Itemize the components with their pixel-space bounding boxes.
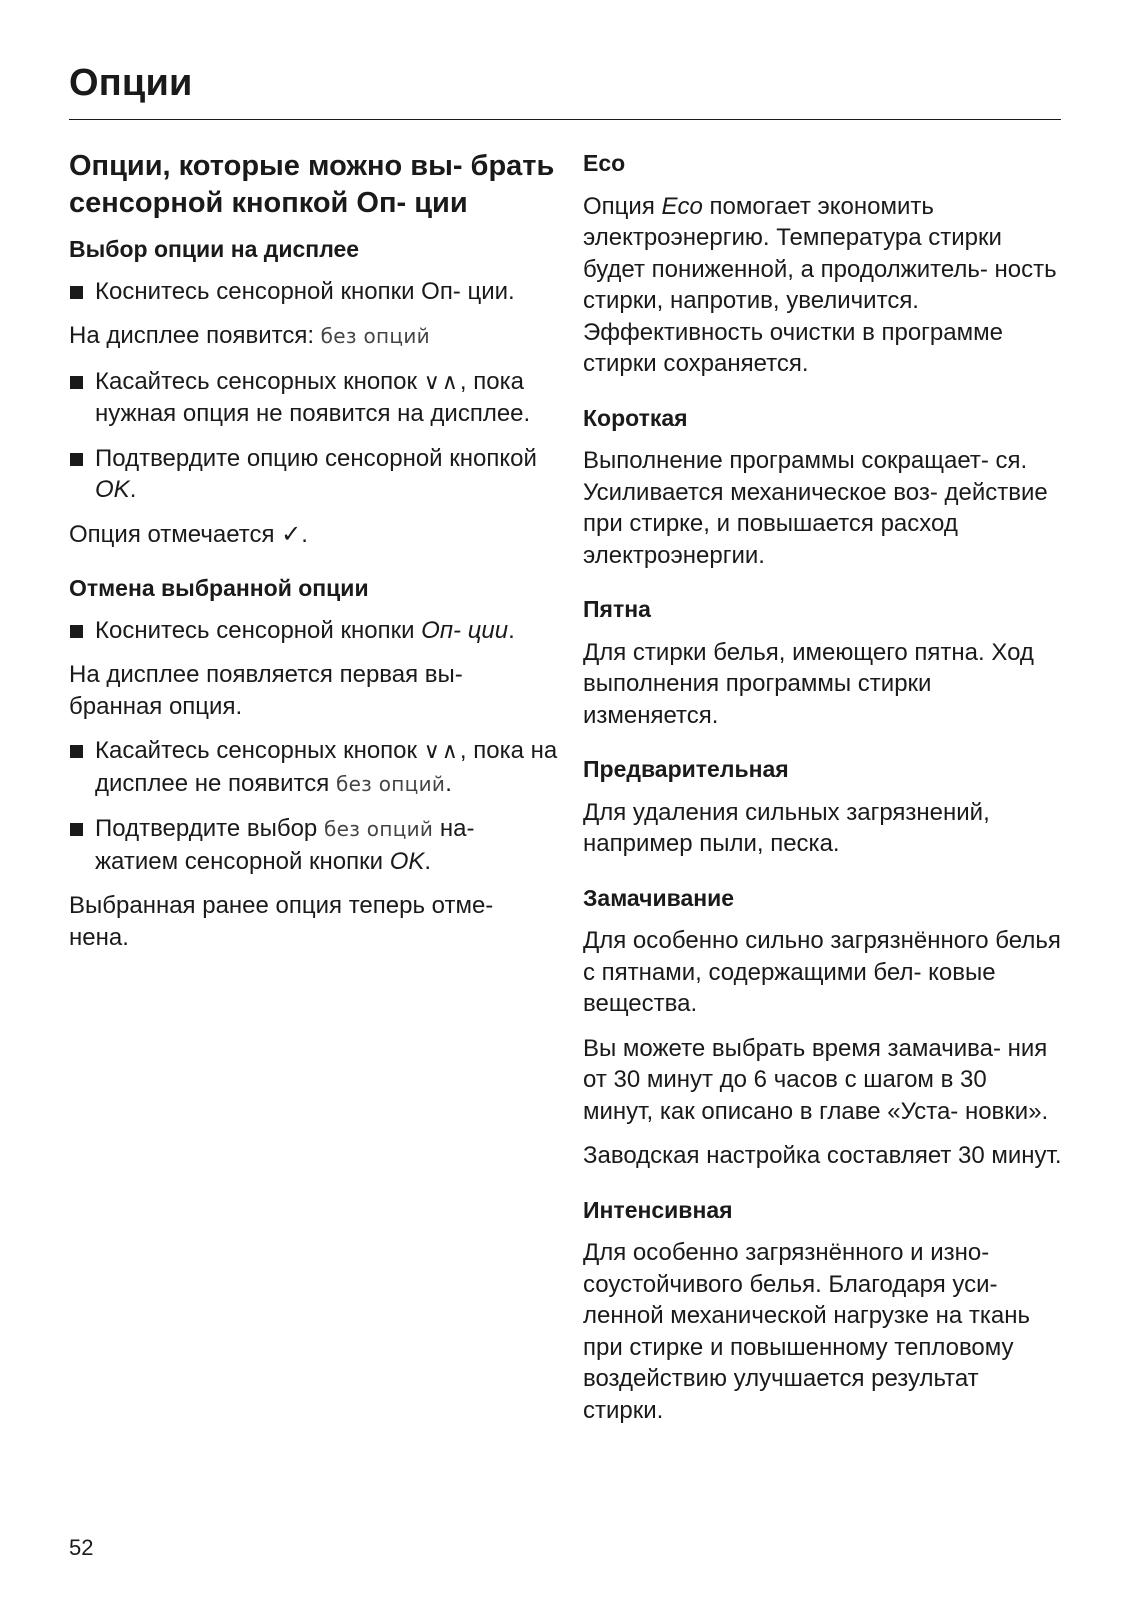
short-text: Выполнение программы сокращает- ся. Усиливается механическое воз- действие при стирке, и повышается расход электроэнергии. <box>583 447 1048 569</box>
select-option-heading: Выбор опции на дисплее <box>69 236 360 262</box>
bullet-square-icon <box>70 376 83 389</box>
cancel-step-1: Коснитесь сенсорной кнопки Оп- ции. <box>69 615 559 647</box>
ok-button-label: OK <box>95 476 130 503</box>
display-text: без опций <box>323 817 434 841</box>
down-up-arrows-icon: ∨∧ <box>423 369 460 395</box>
eco-text: Опция Eco помогает экономить электроэнергию. Температура стирки будет пониженной, а продолжитель- ность стирки, напротив, увеличится. Эффективность очистки в программе стирки сохраняется. <box>583 192 1057 377</box>
select-marked-note: Опция отмечается ✓. <box>69 519 308 548</box>
bullet-square-icon <box>70 823 83 836</box>
prewash-text: Для удаления сильных загрязнений, например пыли, песка. <box>583 798 990 857</box>
intensive-text: Для особенно загрязнённого и изно- соустойчивого белья. Благодаря уси- ленной механической нагрузке на ткань при стирке и повышенному тепловому воздействию улучшается результат стирки. <box>583 1239 1030 1424</box>
intensive-heading: Интенсивная <box>583 1196 733 1223</box>
stains-text: Для стирки белья, имеющего пятна. Ход выполнения программы стирки изменяется. <box>583 638 1034 729</box>
short-heading: Короткая <box>583 404 688 431</box>
prewash-heading: Предварительная <box>583 756 789 782</box>
options-button-label: Оп- ции <box>421 616 509 644</box>
display-text: без опций <box>335 771 446 796</box>
right-column <box>583 148 1063 1439</box>
soak-heading: Замачивание <box>583 884 735 911</box>
page-number: 52 <box>69 1535 94 1560</box>
ok-button-label: OK <box>389 847 425 875</box>
bullet-square-icon <box>70 286 83 299</box>
bullet-square-icon <box>70 453 83 466</box>
select-step-2: Касайтесь сенсорных кнопок ∨∧, пока нужная опция не появится на дисплее. <box>69 366 559 430</box>
bullet-square-icon <box>70 745 83 758</box>
soak-text-1: Для особенно сильно загрязнённого белья с пятнами, содержащими бел- ковые вещества. <box>583 927 1061 1017</box>
cancel-step-2: Касайтесь сенсорных кнопок ∨∧, пока на дисплее не появится без опций. <box>69 735 559 800</box>
bullet-square-icon <box>70 625 83 638</box>
eco-heading: Eco <box>583 150 626 176</box>
down-up-arrows-icon: ∨∧ <box>423 739 460 764</box>
cancel-result-1: На дисплее появляется первая вы- бранная опция. <box>69 661 463 720</box>
select-step-1: Коснитесь сенсорной кнопки Оп- ции. <box>69 276 559 308</box>
left-column <box>69 148 559 966</box>
section-heading: Опции, которые можно вы- брать сенсорной кнопкой Оп- ции <box>69 150 555 219</box>
page-title: Опции <box>69 62 193 104</box>
soak-text-2: Вы можете выбрать время замачива- ния от 30 минут до 6 часов с шагом в 30 минут, как описано в главе «Уста- новки». <box>583 1034 1049 1125</box>
cancel-step-3: Подтвердите выбор без опций на- жатием сенсорной кнопки OK. <box>69 813 559 877</box>
display-text: без опций <box>320 324 430 348</box>
soak-text-3: Заводская настройка составляет 30 минут. <box>583 1142 1062 1169</box>
cancel-option-heading: Отмена выбранной опции <box>69 575 369 601</box>
title-divider <box>69 119 1061 120</box>
stains-heading: Пятна <box>583 596 651 622</box>
select-display-note: На дисплее появится: без опций <box>69 322 430 349</box>
select-step-3: Подтвердите опцию сенсорной кнопкой OK. <box>69 443 559 506</box>
checkmark-icon: ✓ <box>281 519 302 548</box>
cancel-result-2: Выбранная ранее опция теперь отме- нена. <box>69 892 494 951</box>
